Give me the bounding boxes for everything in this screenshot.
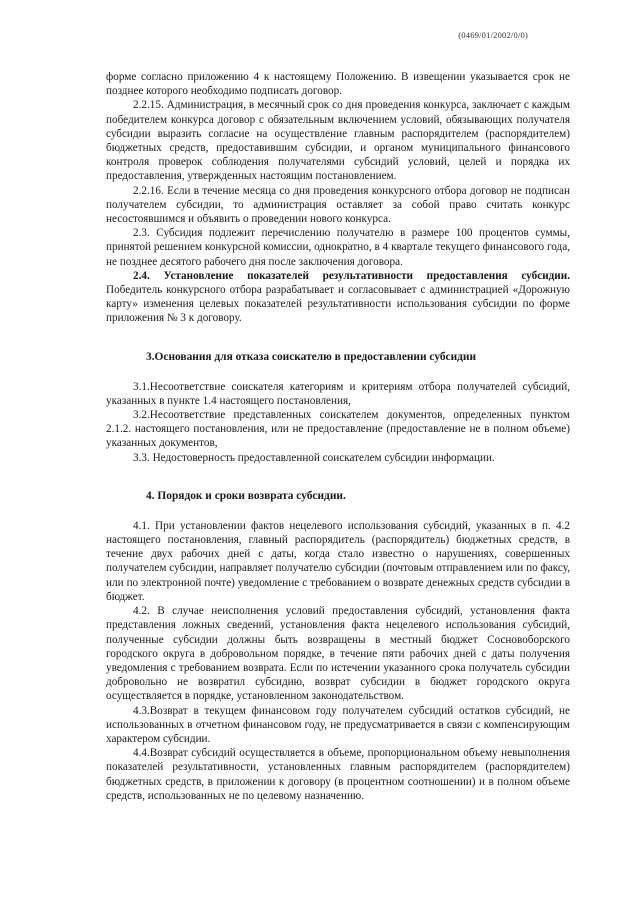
- paragraph-4-1: 4.1. При установлении фактов нецелевого использования субсидий, указанных в п. 4.2 настоящего постановления, главный распорядитель (распорядитель) бюджетных средств, в течение двух рабочих дней с даты, когда стало известно о нарушениях, совершенных получателем субсидии, направляет получателю субсидии (почтовым отправлением или по факсу, или по электронной почте) уведомление с требованием о возврате денежных средств субсидии в бюджет.: [106, 519, 570, 603]
- paragraph-2-2-16: 2.2.16. Если в течение месяца со дня проведения конкурсного отбора договор не подписан получателем субсидии, то администрация оставляет за собой право считать конкурс несостоявшимся и объявить о проведении нового конкурса.: [106, 184, 570, 226]
- section-4-heading: 4. Порядок и сроки возврата субсидии.: [146, 489, 346, 502]
- paragraph-3-1: 3.1.Несоответствие соискателя категориям и критериям отбора получателей субсидий, указанных в пункте 1.4 настоящего постановления,: [106, 380, 570, 407]
- paragraph-3-2: 3.2.Несоответствие представленных соискателем документов, определенных пунктом 2.1.2. настоящего постановления, или не предоставление (предоставление не в полном объеме) указанных документов,: [106, 409, 570, 450]
- paragraph-2-4: [106, 269, 570, 326]
- paragraph-4-4: 4.4.Возврат субсидий осуществляется в объеме, пропорциональном объему невыполнения показателей результативности, установленных главным распорядителем (распорядителем) бюджетных средств, в приложении к договору (в процентном соотношении) и в полном объеме средств, использованных не по целевому назначению.: [106, 747, 570, 802]
- paragraph-2-2-15: 2.2.15. Администрация, в месячный срок со дня проведения конкурса, заключает с каждым победителем конкурса договор с обязательным включением условий, обязывающих получателя субсидии выразить согласие на осуществление главным распорядителем (распорядителем) бюджетных средств, предоставившим субсидии, и органом муниципального финансового контроля проверок соблюдения получателями субсидий условий, целей и порядка их предоставления, утвержденных настоящим постановлением.: [106, 99, 570, 183]
- document-body: [106, 70, 570, 803]
- paragraph-continuation: форме согласно приложению 4 к настоящему Положению. В извещении указывается срок не позднее которого необходимо подписать договор.: [106, 71, 570, 98]
- document-code: (0469/01/2002/0/0): [458, 30, 528, 40]
- paragraph-2-4-text: Победитель конкурсного отбора разрабатывает и согласовывает с администрацией «Дорожную карту» изменения целевых показателей результативности использования субсидии по форме приложения № 3 к договору.: [106, 284, 570, 325]
- paragraph-2-4-heading: 2.4. Установление показателей результативности предоставления субсидии.: [133, 269, 570, 282]
- paragraph-4-3: 4.3.Возврат в текущем финансовом году получателем субсидий остатков субсидий, не использованных в отчетном финансовом году, не предусматривается в связи с компенсирующим характером субсидии.: [106, 704, 570, 745]
- section-3-heading: 3.Основания для отказа соискателю в предоставлении субсидии: [146, 350, 477, 363]
- paragraph-2-3: 2.3. Субсидия подлежит перечислению получателю в размере 100 процентов суммы, принятой решением конкурсной комиссии, однократно, в 4 квартале текущего финансового года, не позднее десятого рабочего дня после заключения договора.: [106, 227, 570, 268]
- paragraph-4-2: 4.2. В случае неисполнения условий предоставления субсидий, установления факта представления ложных сведений, установления факта нецелевого использования субсидий, полученные субсидии должны быть возвращены в местный бюджет Сосновоборского городского округа в добровольном порядке, в течение пяти рабочих дней с даты получения уведомления с требованием возврата. Если по истечении указанного срока получатель субсидии добровольно не возвратил субсидию, возврат субсидии в бюджет городского округа осуществляется в порядке, установленном законодательством.: [106, 605, 570, 703]
- paragraph-3-3: 3.3. Недостоверность предоставленной соискателем субсидии информации.: [133, 451, 495, 464]
